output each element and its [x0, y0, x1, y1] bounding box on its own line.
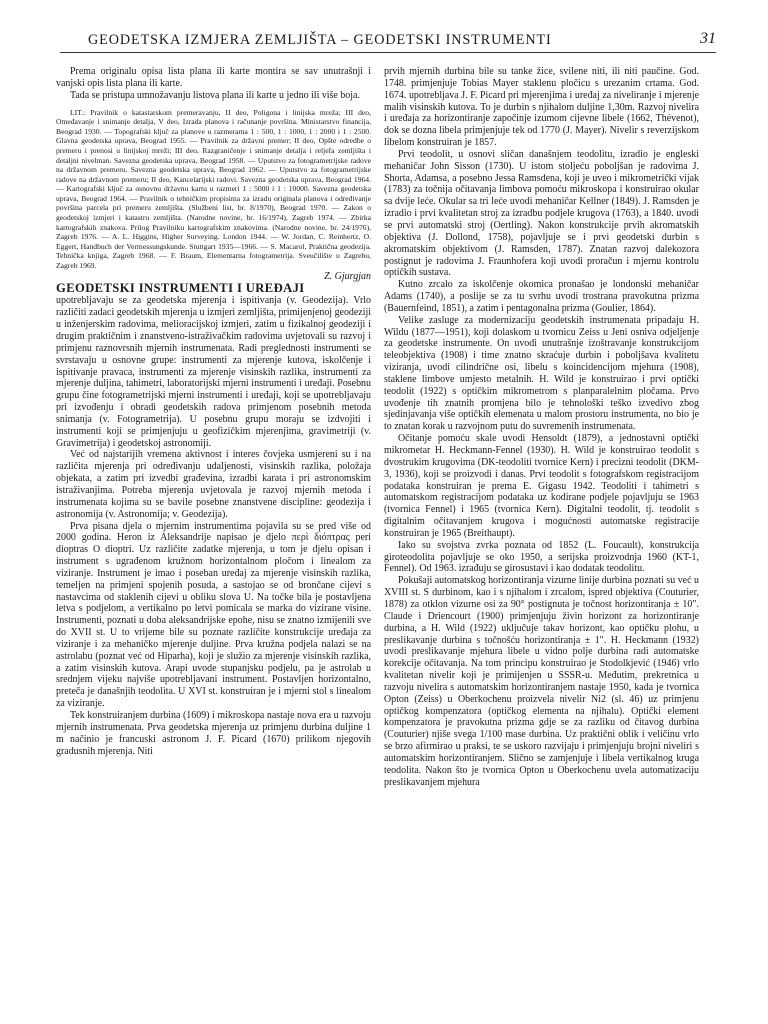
- page-number: 31: [700, 30, 716, 47]
- body-paragraph: Kutno zrcalo za iskolčenje okomica pronašao je londonski mehaničar Adams (1740), a poslije se za tu svrhu uvodi trostrana pravokutna prizma (Bauernfeind, 1851), a zatim i pentagonalna prizma (Goulier, 1864).: [384, 279, 699, 314]
- body-paragraph: Već od najstarijih vremena aktivnost i interes čovjeka usmjereni su i na različita mjerenja pri određivanju udaljenosti, visinskih razlika, položaja objekata, a zatim pri izvedbi građevina, izradbi karata i pri astronomskim istraživanjima. Potreba mjerenja uvjetovala je razvoj mjernih metoda i instrumenata kojima su se bavile posebne znanstvene discipline: geodezija i astronomija (v. Astronomija; v. Geodezija).: [56, 449, 371, 520]
- running-title: GEODETSKA IZMJERA ZEMLJIŠTA – GEODETSKI INSTRUMENTI: [88, 32, 552, 48]
- body-paragraph: Prva pisana djela o mjernim instrumentima pojavila su se pred više od 2000 godina. Heron iz Aleksandrije napisao je djelo περὶ διόπτρας peri dioptras O dioptri. Uz različite zadatke mjerenja, u tom je djelu opisan i instrument s ugrađenom kružnom horizontalnom pločom i linealom za viziranje. Instrument je imao i poseban uređaj za mjerenje visinskih razlika, temeljen na primjeni spojenih posuda, a sastojao se od brončane cijevi s nastavcima od staklenih cijevi u obliku slova U. Na točke bila je postavljena letva s podjelom, a vertikalno po letvi pomicala se marka do vizirane visine. Instrumenti, poznati u doba aleksandrijske epohe, nisu se znatno izmijenili sve do XVII st. U to vrijeme bile su poznate različite konstrukcije uređaja za viziranje i za mehaničko mjerenje duljine. Prva kružna podjela nalazi se na astrolabu (poznat već od Hiparha), koji je služio za mjerenje visinskih razlika, a zatim visinskih kutova. Arapi uvode stupanjsku podjelu, pa je astrolab u srednjem vijeku najviše upotrebljavani instrument. Postavljen horizontalno, preteča je današnjih teodolita. U XVI st. konstruiran je i mjerni stol s linealom za viziranje.: [56, 520, 371, 710]
- body-paragraph: Očitanje pomoću skale uvodi Hensoldt (1879), a jednostavni optički mikrometar H. Heckmann-Fennel (1930). H. Wild je konstruirao teodolit s dvostrukim krugovima (DK-teodoliti tvornice Kern) i precizni teodolit (DKM-3, 1936), koji se proizvodi i danas. Prvi teodolit s fotografskom registracijom podataka konstruiran je prema E. Gigasu 1942. Teodoliti i tahimetri s automatskom registracijom podataka uz kodirane podjele pojavljuju se 1963 (tvornica Fennel) i 1965 (tvornica Kern). Digitalni teodolit, tj. teodolit s digitalnim očitavanjem krugova i mogućnosti automatske registracije konstruiran je 1965 (Breithaupt).: [384, 433, 699, 539]
- author-signature: Z. Gjurgjan: [324, 270, 371, 282]
- body-paragraph: Pokušaji automatskog horizontiranja vizurne linije durbina poznati su već u XVIII st. S durbinom, kao i s njihalom i zrcalom, ispred objektiva (Couturier, 1878) za otklon vizurne osi za 90° postignuta je točnost horizontiranja ± 10″. Claude i Driencourt (1900) primjenjuju živin horizont za horizontiranje durbina, a H. Wild (1922) uključuje takav horizont, kao optičku plohu, u preslikavanje durbina s točnošću horizontiranja ± 1″. H. Heckmann (1932) uvodi preslikavanje mjehura libele u vidno polje durbina radi automatske korekcije očitavanja. Na tom principu konstruirao je Stodolkjević (1946) vrlo kvalitetan nivelir koji je primijenjen u SSSR-u. Međutim, prekretnica u razvoju nivelira s automatskim horizontiranjem nastaje 1950, kada je tvornica Opton (Zeiss) u Oberkochenu proizvela nivelir Ni2 (sl. 46) uz primjenu optičkog kompenzatora (optičkog elementa na njihalu). Optički element kompenzatora je pravokutna prizma gdje se za razliku od čitavog durbina (Couturier) njiše svega 1/100 mase durbina. Uz praktični oblik i veličinu vrlo se brzo afirmirao u praksi, te se uskoro razvijaju i primjenjuju brojni niveliri s automatskim horizontiranjem. Slično se zamjenjuje i libela vertikalnog kruga teodolita. Nakon što je tvornica Opton u Oberkochenu uvela automatizaciju preslikavanjem mjehura: [384, 575, 699, 788]
- body-paragraph: Tek konstruiranjem durbina (1609) i mikroskopa nastaje nova era u razvoju mjernih instrumenata. Prva geodetska mjerenja uz primjenu durbina duljine 1 m načinio je francuski astronom J. F. Picard (1670) prilikom njegovih gradusnih mjerenja. Niti: [56, 710, 371, 757]
- body-paragraph: Iako su svojstva zvrka poznata od 1852 (L. Foucault), konstrukcija giroteodolita pojavljuje se oko 1950, a serijska proizvodnja 1960 (KT-1, Fennel). Od 1963. izrađuju se girosustavi i kao dodatak teodolitu.: [384, 539, 699, 575]
- intro-paragraph: Prema originalu opisa lista plana ili karte montira se sav unutrašnji i vanjski opis lista plana ili karte.: [56, 66, 371, 89]
- right-column: [384, 66, 699, 1010]
- body-paragraph: Prvi teodolit, u osnovi sličan današnjem teodolitu, izradio je engleski mehaničar John Sisson (1730). U istom stoljeću poboljšan je radovima J. Shorta, Adamsa, a posebno Jessa Ramsdena, koji je uveo i mikrometrički vijak (1783) za točnija očitavanja limbova pomoću mikroskopa i konstruirao okular sa dvije leće. Okular sa tri leće uvodi mehaničar Kellner (1849). J. Ramsden je izradio i prvi kvalitetan stroj za izradbu podjele krugova (1763), a 1840. uvodi se prvi automatski stroj (Oertling). Nakon konstrukcije prvih akromatskih objektiva (J. Dollond, 1758), pojavljuje se i prvi geodetski durbin s akromatskim objektivom (J. Ramsden, 1787). Znatan razvoj dalekozora postignut je radovima J. Fraunhofera koji uvodi proračun i mjernu kontrolu optičkih sustava.: [384, 148, 699, 279]
- section-title: GEODETSKI INSTRUMENTI I UREĐAJI: [56, 281, 305, 296]
- body-paragraph: upotrebljavaju se za geodetska mjerenja i ispitivanja (v. Geodezija). Vrlo različiti zadaci geodetskih mjerenja u izmjeri zemljišta, primijenjenoj geodeziji u inženjerskim radovima, melioracijskoj izmjeri, zatim u fizikalnoj geodeziji i drugim praktičnim i znanstveno-istraživačkim radovima uvjetovali su razvoj i primjenu raznovrsnih mjernih instrumenata. Radi preglednosti instrumenti se svrstavaju u osnovne grupe: instrumenti za mjerenje kutova, iskolčenje i ispitivanje pravaca, instrumenti za mjerenje visinskih razlika, instrumenti za mjerenje duljina, tahimetri, laboratorijski mjerni instrumenti i uređaji. Posebnu grupu čine fotogrametrijski mjerni instrumenti i uređaji, koji se upotrebljavaju pri izvođenju i obradi geodetskih radova primjenom posebnih metoda snimanja (v. Fotogrametrija). U posebnu grupu moraju se izdvojiti i instrumenti koji se primjenjuju u geofizičkim mjerenjima, gravimetriji (v. Gravimetrija) i geodetskoj astronomiji.: [56, 295, 371, 449]
- body-paragraph: prvih mjernih durbina bile su tanke žice, svilene niti, ili niti paučine. God. 1748. primjenjuje Tobias Mayer staklenu pločicu s urezanim crtama. God. 1674. upotrebljava J. F. Picard pri mjerenjima i uređaj za niveliranje i mjerenje malih visinskih kutova. To je durbin s njihalom duljine 1,30m. Razvoj nivelira i uređaja za horizontiranje započinje izumom cijevne libele (1662, Thévenot), dok se dozna libela primjenjuje tek od 1770 (J. Mayer). Nivelir s reverzijskom libelom konstruiran je 1857.: [384, 66, 699, 149]
- literature-list: LIT.: Pravilnik o katastarskom premeravanju, II deo, Poligona i linijska mreža; III deo, Omeđavanje i snimanje detalja, V deo, Izrada planova i računanje površina. Ministarstvo financija, Beograd 1930. — Topografski ključ za planove u razmerama 1 : 500, 1 : 1000, 1 : 2000 i 1 : 2500. Glavna geodetska uprava, Beograd 1955. — Pravilnik za državni premer; II deo, Opšte odredbe o premeru i prenosi u linijskoj mreži; III deo, Razgraničenje i snimanje detalja i reljefa zemljišta i detaljni nivelman. Savezna geodetska uprava, Beograd 1958. — Uputstvo za fotogrametrijske radove na državnom premeru. Savezna geodetska uprava, Beograd 1962. — Uputstvo za fotogrametrijske radove na državnom premeru; II deo, Kancelarijski radovi. Savezna geodetska uprava, Beograd 1964. — Kartografski ključ za osnovnu državnu kartu u razmeri 1 : 5000 i 1 : 10000. Savezna geodetska uprava, Beograd 1964. — Pravilnik o tehničkim propisima za izradu originala planova i određivanje površina parcela pri premeru zemljišta. (Službeni list, br. 8/1970), Beograd 1970. — Zakon o geodetskoj izmjeri i katastru zemljišta. (Narodne novine, br. 16/1974), Zagreb 1974. — Zbirka kartografskih znakova. Prilog Pravilniku kartografskim znakovima. (Narodne novine, br. 24/1976), Zagreb 1976. — A. L. Higgins, Higher Surveying. London 1944. — W. Jordan, C. Reinhertz, O. Eggert, Handbuch der Vermessungskunde. Stuttgart 1935—1966. — S. Macarol, Praktična geodezija. Tehnička knjiga, Zagreb 1968. — F. Braum, Elementarna fotogrametrija. Sveučilište u Zagrebu, Zagreb 1969.: [56, 107, 371, 271]
- left-column: [56, 66, 371, 1010]
- intro-paragraph: Tada se pristupa umnožavanju listova plana ili karte u jedno ili više boja.: [70, 89, 360, 101]
- body-paragraph: Velike zasluge za modernizaciju geodetskih instrumenata pripadaju H. Wildu (1877—1951), koji dolaskom u tvornicu Zeiss u Jeni osniva odjeljenje za geodetske instrumente. On uvodi unutrašnje izoštravanje konstrukcijom teleobjektiva (1908) i time znatno skraćuje durbin i poboljšava kvalitetu viziranja, uvodi cilindrične osi, libelu s koincidencijom mjehura (1908), staklene limbove umjesto metalnih. H. Wild je konstruirao i prvi optički teodolit (1922) s optičkim mikrometrom s planparalelnim pločama. Prvo uvođenje tih znatnih promjena bilo je tehnološki teško izvedivo zbog sjedinjavanja više optičkih elemenata u malom prostoru instrumenta, no bio je to znatan korak u razvojnom putu do suvremenih instrumenata.: [384, 314, 699, 433]
- page-header: [60, 30, 716, 53]
